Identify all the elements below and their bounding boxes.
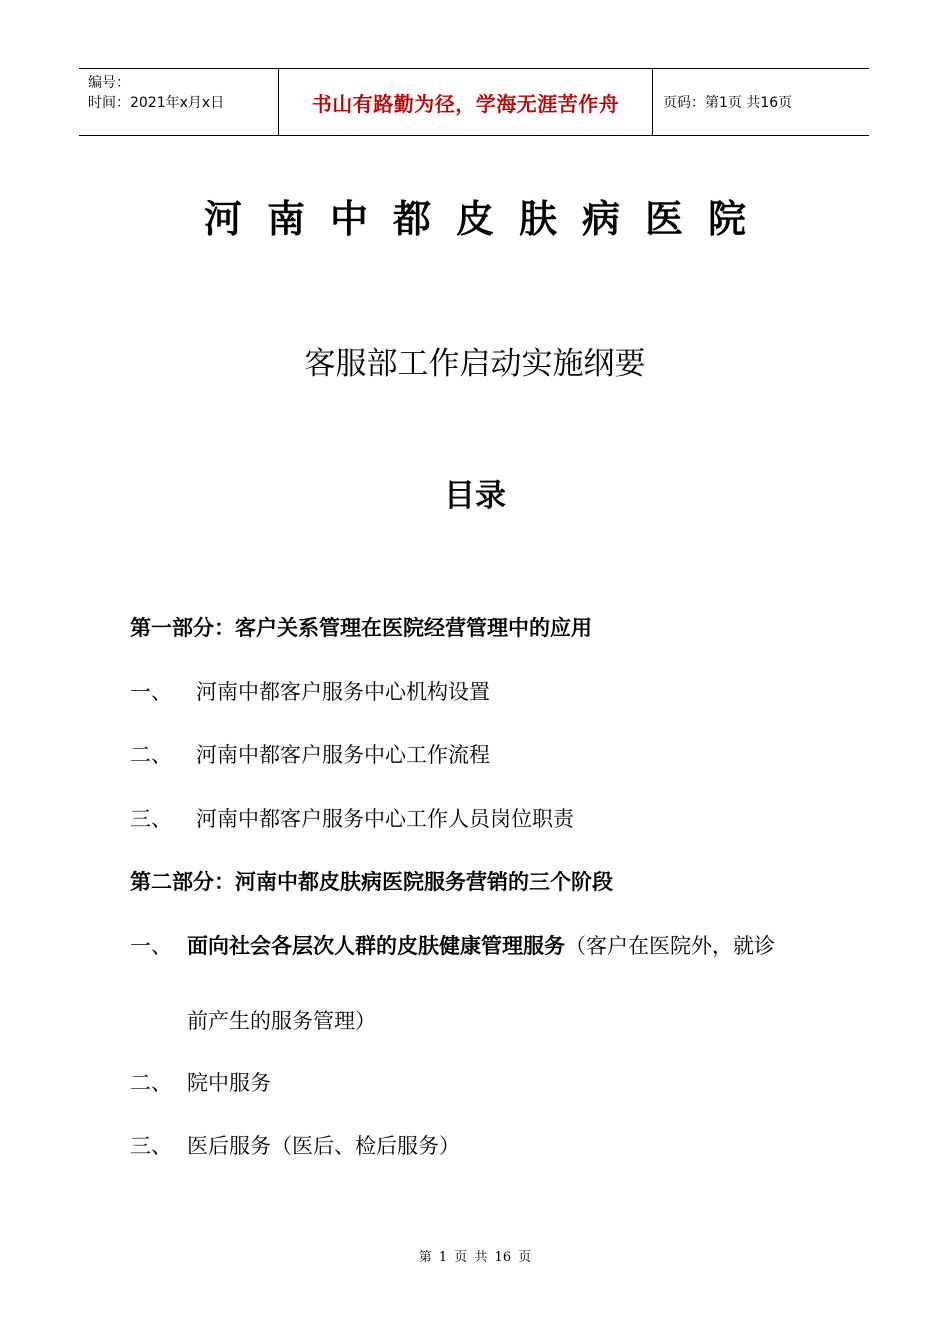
toc-item-number: 二、: [130, 1071, 172, 1095]
serial-label: 编号：: [88, 75, 130, 91]
time-label: 时间：2021年x月x日: [88, 95, 225, 111]
toc-item: [130, 1130, 460, 1160]
toc-item: [130, 803, 574, 833]
toc-item-continuation: 前产生的服务管理）: [187, 1009, 376, 1033]
toc-item-text: （客户在医院外，就诊: [565, 934, 775, 958]
toc-part2-heading: 第二部分：河南中都皮肤病医院服务营销的三个阶段: [130, 870, 613, 894]
toc-part1-heading: 第一部分：客户关系管理在医院经营管理中的应用: [130, 616, 592, 640]
toc-item: [130, 676, 490, 706]
toc-item-number: 三、: [130, 1134, 172, 1158]
header-page-cell: [653, 69, 869, 135]
hospital-name: 河南中都皮肤病医院: [203, 196, 771, 241]
header-meta-cell: [79, 69, 279, 135]
page-info: 页码：第1页 共16页: [663, 95, 793, 111]
toc-item-number: 二、: [130, 743, 172, 767]
toc-item-text: 院中服务: [187, 1071, 271, 1095]
toc-item-text: 河南中都客户服务中心机构设置: [196, 680, 490, 704]
toc-item-number: 一、: [130, 680, 172, 704]
motto: 书山有路勤为径，学海无涯苦作舟: [311, 91, 620, 116]
toc-title: 目录: [444, 478, 506, 514]
header-table: [79, 68, 869, 136]
toc-item-bold-text: 面向社会各层次人群的皮肤健康管理服务: [187, 934, 565, 958]
toc-item-number: 三、: [130, 807, 172, 831]
toc-item-number: 一、: [130, 934, 172, 958]
header-motto-cell: [279, 69, 653, 135]
toc-item-text: 医后服务（医后、检后服务）: [187, 1134, 460, 1158]
toc-item: [130, 930, 775, 960]
page-footer: 第 1 页 共 16 页: [418, 1250, 532, 1265]
toc-item: [130, 739, 490, 769]
toc-item-text: 河南中都客户服务中心工作流程: [196, 743, 490, 767]
toc-item: [130, 1067, 271, 1097]
document-subtitle: 客服部工作启动实施纲要: [304, 346, 646, 382]
toc-item-text: 河南中都客户服务中心工作人员岗位职责: [196, 807, 574, 831]
